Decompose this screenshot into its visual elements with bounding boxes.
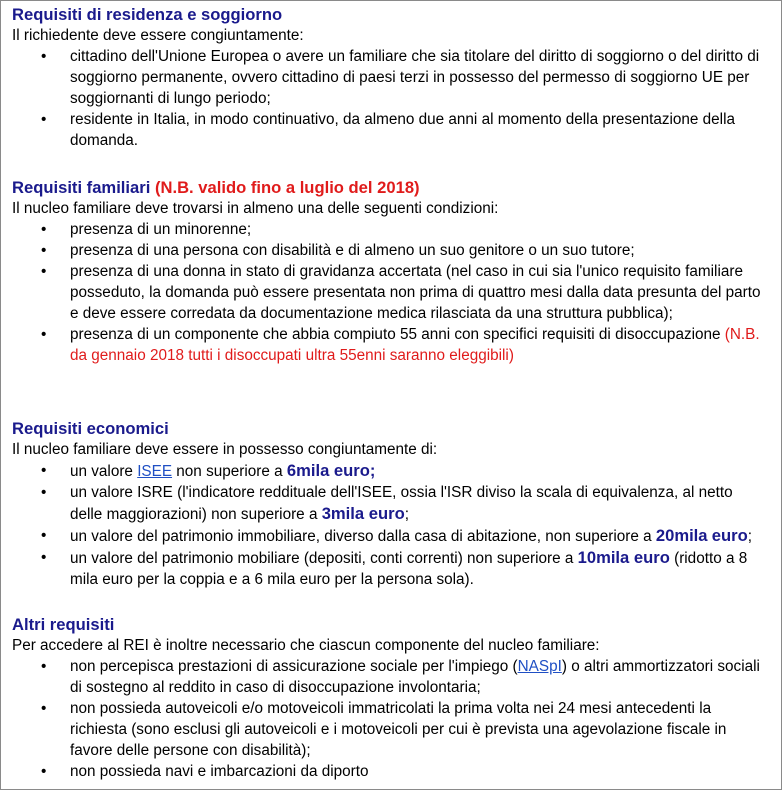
residence-section (1, 4, 781, 151)
bullet-icon: • (41, 549, 47, 566)
list-item (1, 656, 781, 698)
family-list (1, 219, 781, 366)
list-item (1, 261, 781, 324)
list-item (1, 46, 781, 109)
family-section (1, 177, 781, 366)
list-item (1, 482, 781, 525)
bullet-icon: • (41, 263, 47, 280)
bullet-icon: • (41, 763, 47, 780)
list-item (1, 109, 781, 151)
bullet-icon: • (41, 527, 47, 544)
naspi-link[interactable]: NASpI (517, 658, 562, 675)
other-section (1, 614, 781, 782)
bullet-icon: • (41, 658, 47, 675)
other-list (1, 656, 781, 782)
isee-link[interactable]: ISEE (137, 463, 173, 480)
other-intro: Per accedere al REI è inoltre necessario che ciascun componente del nucleo familiare: (12, 637, 600, 654)
list-item (1, 698, 781, 761)
bullet-icon: • (41, 221, 47, 238)
other-heading: Altri requisiti (12, 615, 115, 634)
list-item (1, 219, 781, 240)
highlight-value: 3mila euro (321, 504, 405, 523)
item-text: presenza di un componente che abbia compiuto 55 anni con specifici requisiti di disoccupazione (70, 326, 721, 343)
economic-list (1, 460, 781, 590)
list-item (1, 547, 781, 590)
item-text: un valore ISRE (l'indicatore reddituale dell'ISEE, ossia l'ISR diviso la scala di equivalenza, al netto delle maggiorazioni) non superiore a (70, 484, 733, 523)
item-text: un valore (70, 463, 133, 480)
bullet-icon: • (41, 242, 47, 259)
bullet-icon: • (41, 48, 47, 65)
bullet-icon: • (41, 462, 47, 479)
bullet-icon: • (41, 111, 47, 128)
item-text: presenza di una donna in stato di gravidanza accertata (nel caso in cui sia l'unico requisito familiare posseduto, la domanda può essere presentata non prima di quattro mesi dalla data presunta del parto e deve essere corredata da documentazione medica rilasciata da una struttura pubblica); (70, 263, 761, 322)
economic-heading: Requisiti economici (12, 419, 169, 438)
item-text: residente in Italia, in modo continuativo, da almeno due anni al momento della presentazione della domanda. (70, 111, 735, 149)
bullet-icon: • (41, 484, 47, 501)
item-text: ; (404, 506, 409, 523)
item-text: non percepisca prestazioni di assicurazione sociale per l'impiego ( (70, 658, 518, 675)
highlight-value: 10mila euro (577, 548, 670, 567)
economic-intro: Il nucleo familiare deve essere in possesso congiuntamente di: (12, 441, 438, 458)
list-item (1, 525, 781, 547)
item-text: non possieda navi e imbarcazioni da diporto (70, 763, 369, 780)
item-text: un valore del patrimonio mobiliare (depositi, conti correnti) non superiore a (70, 550, 574, 567)
list-item (1, 240, 781, 261)
residence-heading: Requisiti di residenza e soggiorno (12, 5, 283, 24)
family-heading (12, 177, 781, 198)
item-text: presenza di un minorenne; (70, 221, 252, 238)
family-heading-title: Requisiti familiari (12, 178, 151, 197)
item-text: non possieda autoveicoli e/o motoveicoli immatricolati la prima volta nei 24 mesi antecedenti la richiesta (sono esclusi gli autoveicoli e i motoveicoli per cui è prevista una agevolazione fiscale in favore delle persone con disabilità); (70, 700, 727, 759)
item-text: un valore del patrimonio immobiliare, diverso dalla casa di abitazione, non superiore a (70, 528, 652, 545)
bullet-icon: • (41, 326, 47, 343)
highlight-value: 20mila (655, 526, 708, 545)
item-text: cittadino dell'Unione Europea o avere un familiare che sia titolare del diritto di soggiorno o del diritto di soggiorno permanente, ovvero cittadino di paesi terzi in possesso del permesso di soggiorno UE per soggiornanti di lungo periodo; (70, 48, 760, 107)
residence-intro: Il richiedente deve essere congiuntamente: (12, 27, 304, 44)
item-text: ) o altri ammortizzatori sociali di sostegno al reddito in caso di disoccupazione involontaria; (70, 658, 760, 696)
economic-section (1, 418, 781, 590)
item-text: (ridotto a 8 mila euro per la coppia e a 6 mila euro per la persona sola). (70, 550, 748, 588)
item-text: non superiore a (176, 463, 283, 480)
residence-list (1, 46, 781, 151)
family-heading-note: (N.B. valido fino a luglio del 2018) (154, 178, 420, 197)
family-intro: Il nucleo familiare deve trovarsi in almeno una delle seguenti condizioni: (12, 200, 499, 217)
item-text: presenza di una persona con disabilità e di almeno un suo genitore o un suo tutore; (70, 242, 635, 259)
list-item (1, 460, 781, 482)
item-text: ; (747, 528, 752, 545)
list-item (1, 761, 781, 782)
item-note: (N.B. da gennaio 2018 tutti i disoccupati ultra 55enni saranno eleggibili) (70, 326, 760, 364)
list-item (1, 324, 781, 366)
bullet-icon: • (41, 700, 47, 717)
highlight-unit: euro (711, 526, 748, 545)
highlight-value: 6mila euro; (286, 461, 376, 480)
